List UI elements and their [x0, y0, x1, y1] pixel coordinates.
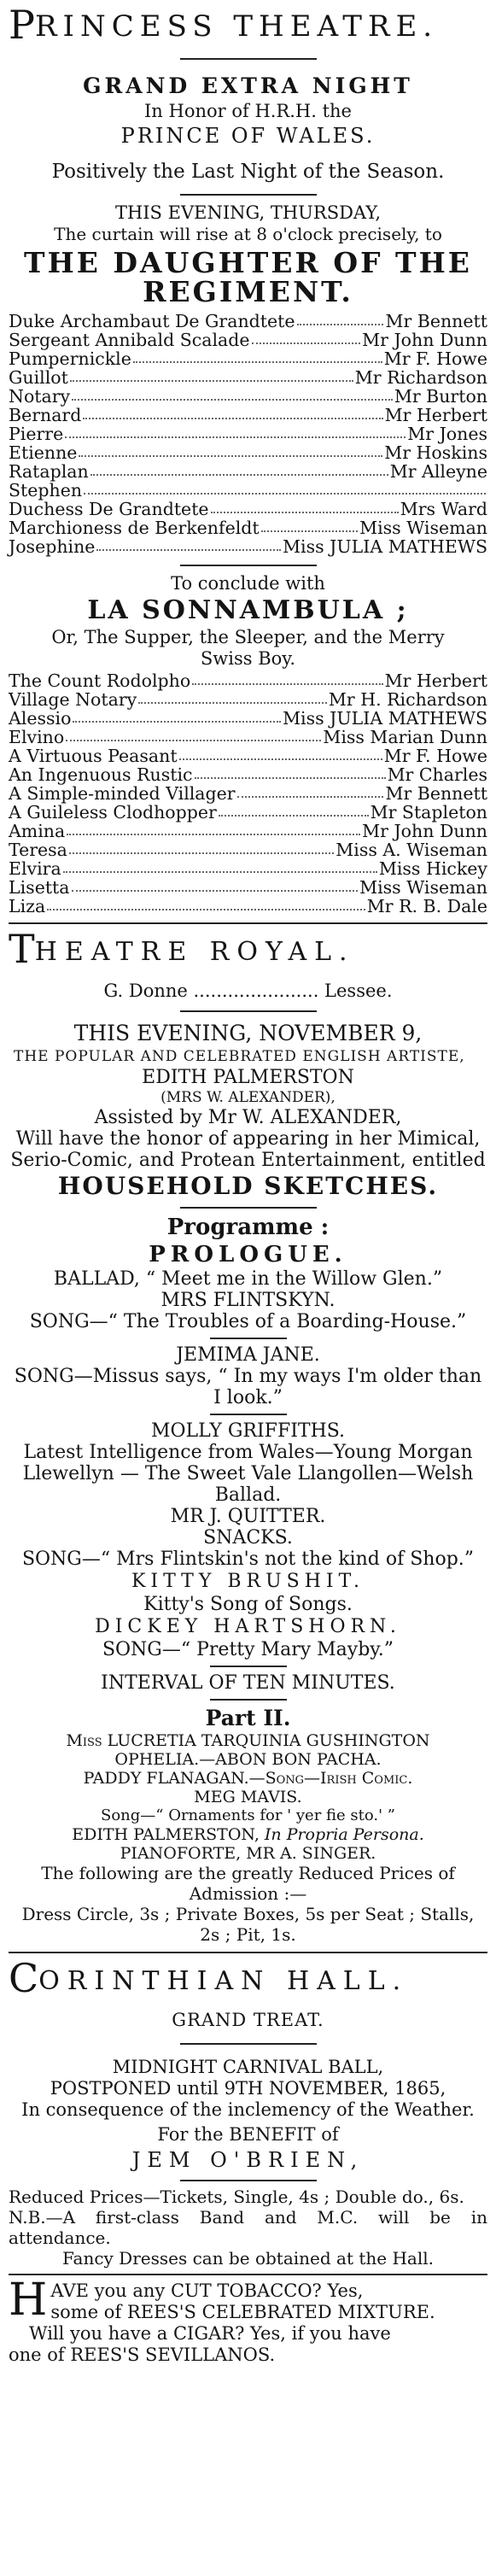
programme-item: Kitty's Song of Songs. — [143, 1594, 353, 1615]
role: Liza — [9, 896, 46, 916]
divider — [180, 2043, 317, 2045]
tobacco-text — [9, 2274, 487, 2366]
role: Elvino — [9, 727, 65, 747]
programme-item: DICKEY HARTSHORN. — [95, 1616, 401, 1637]
drop-cap: H — [9, 2274, 48, 2326]
role: Josephine — [9, 536, 96, 557]
role: Alessio — [9, 708, 72, 729]
cast-row — [9, 822, 487, 840]
cast-row — [9, 481, 487, 500]
cast-row — [9, 387, 487, 406]
cast-row — [9, 424, 487, 443]
actor: Mr F. Howe — [383, 348, 487, 369]
programme-item: Miss LUCRETIA TARQUINIA GUSHINGTON — [66, 1731, 430, 1750]
programme-item: SONG—“ Pretty Mary Mayby.” — [102, 1639, 394, 1660]
tobacco-line: Will you have a CIGAR? Yes, if you have — [29, 2323, 391, 2344]
cast-row — [9, 840, 487, 859]
programme-item: Latest Intelligence from Wales—Young Morgan Llewellyn — The Sweet Vale Llangollen—Welsh Ballad. — [22, 1442, 474, 1506]
programme-item: MRS FLINTSKYN. — [160, 1290, 336, 1311]
cast-row — [9, 728, 487, 746]
actor: Miss Hickey — [378, 858, 487, 879]
cast-row — [9, 671, 487, 690]
prices-line: Dress Circle, 3s ; Private Boxes, 5s per Seat ; Stalls, 2s ; Pit, 1s. — [21, 1904, 475, 1945]
programme-item: MR J. QUITTER. — [170, 1506, 326, 1527]
actor: Mr Herbert — [384, 670, 487, 691]
actor: Mr Stapleton — [370, 802, 487, 823]
theatre-royal-ad — [9, 926, 487, 1945]
tobacco-line: AVE you any CUT TOBACCO? Yes, — [50, 2280, 364, 2301]
divider — [210, 1699, 287, 1701]
prices-line: Reduced Prices—Tickets, Single, 4s ; Double do., 6s. — [9, 2187, 464, 2207]
section-rule — [9, 1952, 487, 1953]
princess-theatre-ad — [9, 2, 487, 916]
cast-row — [9, 709, 487, 728]
actor: Miss JULIA MATHEWS — [283, 708, 487, 729]
cast-row — [9, 349, 487, 368]
artist-alias: (MRS W. ALEXANDER), — [160, 1089, 336, 1106]
divider — [210, 1414, 287, 1415]
role: An Ingenuous Rustic — [9, 764, 193, 785]
actor: Mr F. Howe — [383, 746, 487, 766]
evening-line: THIS EVENING, NOVEMBER 9, — [73, 1021, 423, 1045]
grand-treat-line: GRAND TREAT. — [172, 2010, 324, 2030]
programme-item: MOLLY GRIFFITHS. — [150, 1420, 346, 1442]
role: Stephen — [9, 480, 83, 501]
actor: Miss Wiseman — [359, 877, 487, 898]
actor: Miss Wiseman — [359, 518, 487, 538]
programme-item: OPHELIA.—ABON BON PACHA. — [114, 1750, 382, 1769]
divider — [210, 1666, 287, 1667]
divider — [180, 58, 317, 60]
actor: Mr John Dunn — [362, 821, 487, 841]
interval-line: INTERVAL OF TEN MINUTES. — [101, 1672, 395, 1694]
cast-row — [9, 331, 487, 349]
role: Guillot — [9, 367, 68, 388]
role: Lisetta — [9, 877, 70, 898]
programme-item: MEG MAVIS. — [194, 1788, 302, 1806]
cast-row — [9, 878, 487, 897]
divider — [210, 1338, 287, 1339]
cast-row — [9, 406, 487, 424]
ad-heading — [9, 926, 487, 972]
role: Elvira — [9, 858, 61, 879]
heading-initial: P — [9, 2, 35, 48]
cast-row — [9, 859, 487, 878]
role: Sergeant Annibald Scalade — [9, 330, 250, 350]
role: Duchess De Grandtete — [9, 499, 209, 519]
tobacco-line: one of REES'S SEVILLANOS. — [9, 2345, 276, 2365]
role: Pierre — [9, 424, 64, 444]
pianoforte-line: PIANOFORTE, MR A. SINGER. — [120, 1844, 376, 1863]
role: Duke Archambaut De Grandtete — [9, 311, 295, 331]
lessee-line: G. Donne ...................... Lessee. — [103, 981, 393, 1001]
role: Rataplan — [9, 461, 89, 482]
role: Teresa — [9, 840, 67, 860]
heading-initial: T — [9, 926, 35, 972]
heading-text: ORINTHIAN HALL. — [38, 1966, 409, 1996]
heading-text: RINCESS THEATRE. — [34, 9, 439, 44]
role: Marchioness de Berkenfeldt — [9, 518, 260, 538]
section-rule — [9, 2274, 487, 2275]
role: The Count Rodolpho — [9, 670, 191, 691]
cast-row — [9, 897, 487, 916]
cast-row — [9, 443, 487, 462]
actor: Mr John Dunn — [362, 330, 487, 350]
part-two-heading: Part II. — [205, 1706, 291, 1730]
entertainment-line: Will have the honor of appearing in her Mimical, Serio-Comic, and Protean Entertainment, entitled — [10, 1128, 486, 1171]
persona-note: In Propria Persona. — [264, 1825, 424, 1844]
newspaper-column — [9, 2, 487, 2366]
weather-line: In consequence of the inclemency of the Weather. — [21, 2099, 475, 2120]
cast-list — [9, 312, 487, 556]
conclude-line: To conclude with — [171, 573, 325, 594]
ball-line: MIDNIGHT CARNIVAL BALL, — [112, 2057, 384, 2077]
divider — [180, 2180, 317, 2181]
cast-list-2 — [9, 671, 487, 916]
benefit-line: For the BENEFIT of — [157, 2124, 339, 2145]
actor: Mr R. B. Dale — [366, 896, 487, 916]
programme-item: JEMIMA JANE. — [176, 1344, 320, 1366]
cast-row — [9, 803, 487, 822]
role: Etienne — [9, 442, 78, 463]
role: Village Notary — [9, 689, 137, 710]
corinthian-hall-ad — [9, 1955, 487, 2269]
programme-item: SONG—Missus says, “ In my ways I'm older than I look.” — [14, 1366, 482, 1408]
actor: Mr Jones — [407, 424, 487, 444]
programme-item: PADDY FLANAGAN.—Song—Irish Comic. — [83, 1769, 413, 1788]
second-play-subtitle: Or, The Supper, the Sleeper, and the Merry Swiss Boy. — [51, 627, 445, 669]
dresses-line: Fancy Dresses can be obtained at the Hall. — [62, 2248, 434, 2269]
cast-row — [9, 765, 487, 784]
cast-row — [9, 462, 487, 481]
programme-item: KITTY BRUSHIT. — [131, 1571, 365, 1592]
programme-heading: Programme : — [166, 1215, 330, 1240]
divider — [180, 1207, 317, 1209]
role: A Simple-minded Villager — [9, 783, 236, 804]
programme-item — [9, 1825, 487, 1844]
actor: Mr Richardson — [354, 367, 487, 388]
prince-line: PRINCE OF WALES. — [120, 124, 376, 148]
role: Amina — [9, 821, 66, 841]
divider — [180, 194, 317, 196]
actor: Mr Charles — [387, 764, 487, 785]
honor-line: In Honor of H.R.H. the — [144, 101, 352, 121]
divider — [180, 565, 317, 566]
cast-row — [9, 368, 487, 387]
actor: Mr Hoskins — [384, 442, 487, 463]
cast-row — [9, 746, 487, 765]
last-night-line: Positively the Last Night of the Season. — [51, 161, 445, 183]
actor: Mr Alleyne — [389, 461, 487, 482]
beneficiary-name: JEM O'BRIEN, — [131, 2148, 365, 2172]
band-line: N.B.—A first-class Band and M.C. will be in attendance. — [9, 2207, 487, 2248]
actor: Mr H. Richardson — [328, 689, 487, 710]
cast-row — [9, 500, 487, 518]
programme-item: Song—“ Ornaments for ' yer fie sto.' ” — [100, 1806, 395, 1824]
role: Notary — [9, 386, 71, 407]
artiste-line: THE POPULAR AND CELEBRATED ENGLISH ARTISTE, — [14, 1048, 465, 1065]
cast-row — [9, 312, 487, 331]
evening-line: THIS EVENING, THURSDAY, — [114, 202, 382, 223]
actor: Miss A. Wiseman — [336, 840, 487, 860]
headline: GRAND EXTRA NIGHT — [83, 73, 413, 98]
role: A Virtuous Peasant — [9, 746, 178, 766]
divider — [180, 1010, 317, 1012]
programme-item: SONG—“ Mrs Flintskin's not the kind of Shop.” — [21, 1549, 475, 1570]
tobacco-line: some of REES'S CELEBRATED MIXTURE. — [50, 2302, 435, 2322]
role: Bernard — [9, 405, 82, 425]
play-title-cont: REGIMENT. — [143, 275, 353, 308]
artist-name: EDITH PALMERSTON, — [72, 1825, 265, 1844]
actor: Miss Marian Dunn — [323, 727, 487, 747]
actor: Mr Bennett — [385, 311, 487, 331]
curtain-line: The curtain will rise at 8 o'clock precisely, to — [54, 224, 442, 244]
ad-heading — [9, 2, 487, 48]
role: Pumpernickle — [9, 348, 131, 369]
play-title: THE DAUGHTER OF THE — [24, 246, 472, 279]
role: A Guileless Clodhopper — [9, 802, 217, 823]
cast-row — [9, 784, 487, 803]
ad-heading — [9, 1955, 487, 2001]
prologue-heading: PROLOGUE. — [149, 1242, 347, 1268]
section-rule — [9, 922, 487, 924]
actor: Mr Burton — [394, 386, 487, 407]
cast-row — [9, 690, 487, 709]
second-play-title: LA SONNAMBULA ; — [87, 595, 409, 625]
programme-item: SONG—“ The Troubles of a Boarding-House.” — [29, 1311, 467, 1332]
heading-text: HEATRE ROYAL. — [34, 937, 355, 967]
heading-initial: C — [9, 1955, 39, 2001]
actor: Mr Herbert — [384, 405, 487, 425]
cast-row — [9, 537, 487, 556]
cast-row — [9, 518, 487, 537]
tobacco-ad — [9, 2274, 487, 2366]
prices-intro: The following are the greatly Reduced Prices of Admission :— — [41, 1863, 455, 1904]
postponed-line: POSTPONED until 9TH NOVEMBER, 1865, — [50, 2078, 446, 2099]
assisted-line: Assisted by Mr W. ALEXANDER, — [94, 1107, 402, 1128]
actor: Miss JULIA MATHEWS — [283, 536, 487, 557]
actor: Mr Bennett — [385, 783, 487, 804]
artist-name: EDITH PALMERSTON — [142, 1067, 354, 1088]
programme-item: SNACKS. — [203, 1527, 293, 1549]
programme-item: BALLAD, “ Meet me in the Willow Glen.” — [53, 1268, 443, 1290]
actor: Mrs Ward — [400, 499, 487, 519]
show-title: HOUSEHOLD SKETCHES. — [57, 1172, 439, 1200]
